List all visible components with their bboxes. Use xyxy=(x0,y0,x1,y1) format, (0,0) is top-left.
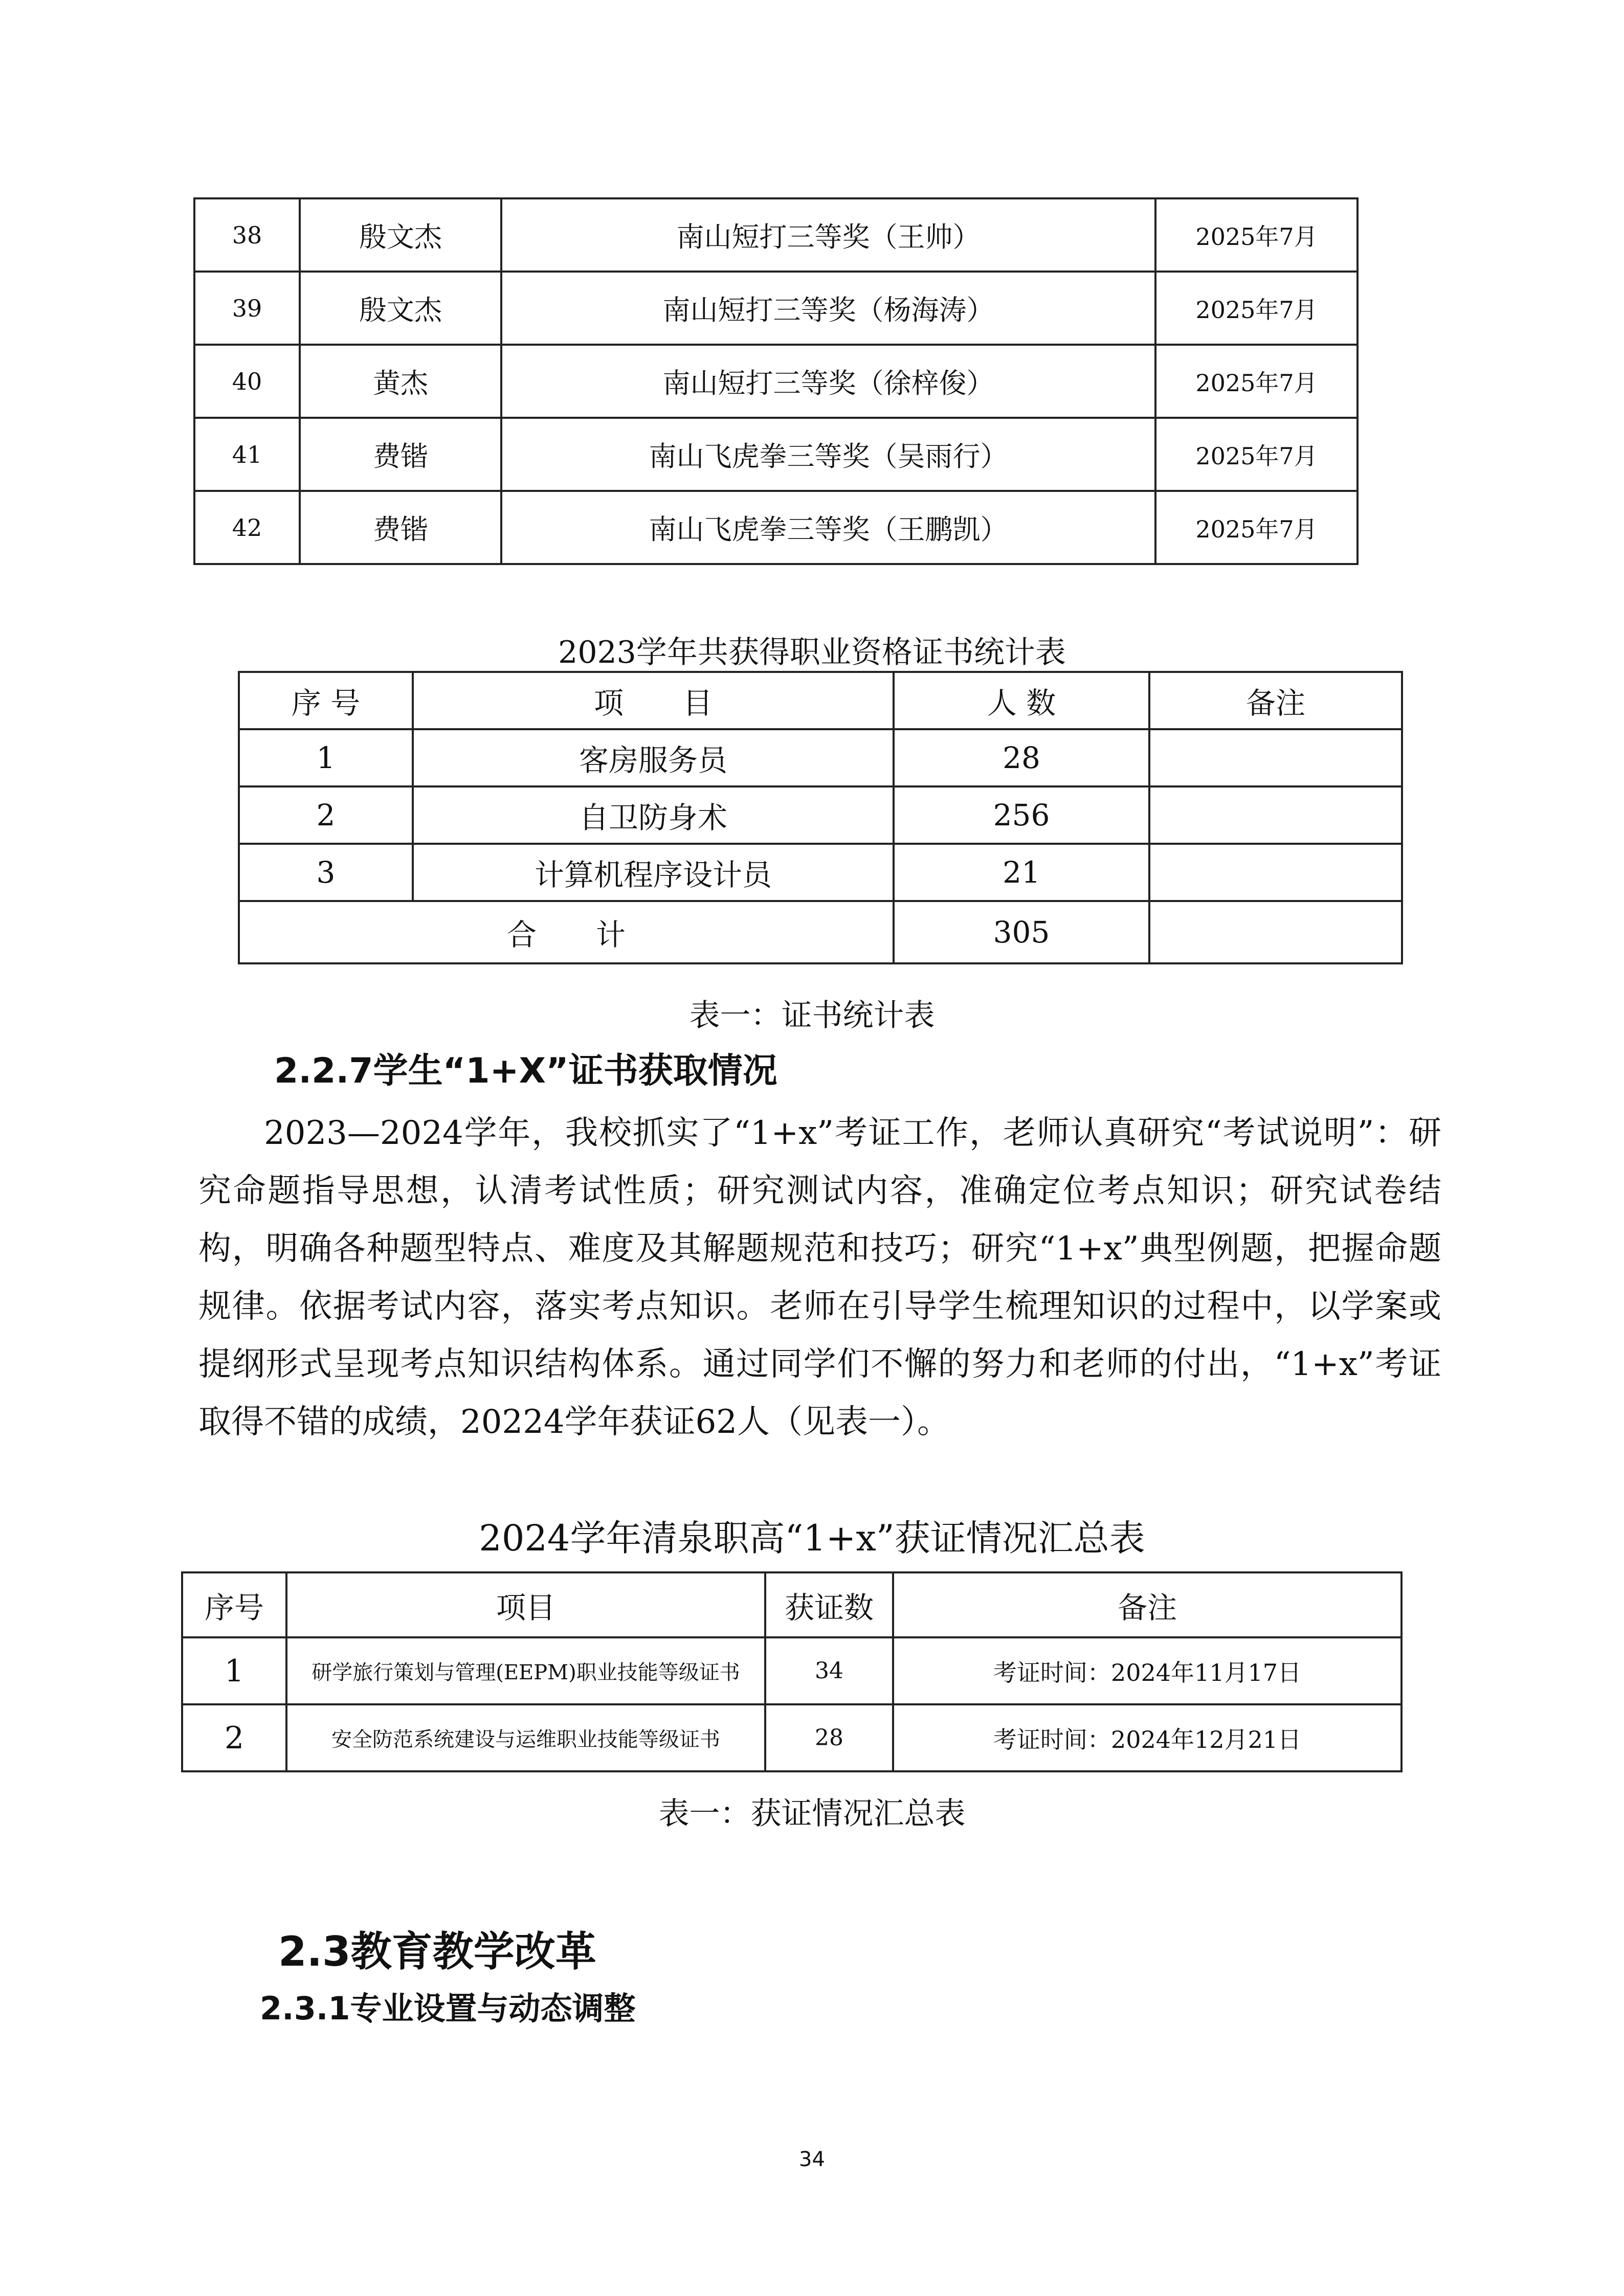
table-row xyxy=(182,1704,1401,1771)
table-row xyxy=(194,491,1358,564)
header-count: 获证数 xyxy=(765,1572,893,1637)
award-name: 南山短打三等奖（徐梓俊） xyxy=(501,345,1155,418)
row-number: 2 xyxy=(182,1704,286,1771)
row-number: 39 xyxy=(194,272,300,345)
table-row xyxy=(194,418,1358,491)
cert-item: 客房服务员 xyxy=(413,729,894,786)
x-cert-table xyxy=(181,1571,1403,1772)
table-row xyxy=(182,1637,1401,1704)
table-row xyxy=(194,345,1358,418)
table-row xyxy=(194,272,1358,345)
page-number: 34 xyxy=(799,2148,825,2171)
total-count: 305 xyxy=(894,901,1149,963)
row-number: 42 xyxy=(194,491,300,564)
table-total-row xyxy=(239,901,1402,963)
cert-stats-caption: 表一：证书统计表 xyxy=(689,998,935,1033)
award-name: 南山短打三等奖（王帅） xyxy=(501,198,1155,272)
table-row xyxy=(239,786,1402,844)
row-number: 3 xyxy=(239,844,413,901)
teacher-name: 殷文杰 xyxy=(300,272,501,345)
header-item: 项 目 xyxy=(413,672,894,729)
table-header-row xyxy=(239,672,1402,729)
paragraph-text: 2023—2024学年，我校抓实了“1+x”考证工作，老师认真研究“考试说明”：研究命题指导思想，认清考试性质；研究测试内容，准确定位考点知识；研究试卷结构，明确各种题型特点、难度及其解题规范和技巧；研究“1+x”典型例题，把握命题规律。依据考试内容，落实考点知识。老师在引导学生梳理知识的过程中，以学案或提纲形式呈现考点知识结构体系。通过同学们不懈的努力和老师的付出，“1+x”考证取得不错的成绩，20224学年获证62人（见表一）。 xyxy=(198,1114,1441,1441)
header-note: 备注 xyxy=(893,1572,1401,1637)
row-number: 1 xyxy=(239,729,413,786)
award-date: 2025年7月 xyxy=(1155,491,1358,564)
header-item: 项目 xyxy=(286,1572,765,1637)
section-heading-2-3: 2.3教育教学改革 xyxy=(278,1928,596,1975)
cert-count: 28 xyxy=(765,1704,893,1771)
awards-table xyxy=(193,197,1359,565)
cert-note: 考证时间：2024年11月17日 xyxy=(893,1637,1401,1704)
table-row xyxy=(239,729,1402,786)
header-no: 序号 xyxy=(182,1572,286,1637)
cert-count: 28 xyxy=(894,729,1149,786)
award-date: 2025年7月 xyxy=(1155,345,1358,418)
award-date: 2025年7月 xyxy=(1155,418,1358,491)
header-note: 备注 xyxy=(1149,672,1402,729)
row-number: 1 xyxy=(182,1637,286,1704)
cert-count: 256 xyxy=(894,786,1149,844)
section-heading-2-2-7: 2.2.7学生“1+X”证书获取情况 xyxy=(274,1051,777,1091)
cert-count: 21 xyxy=(894,844,1149,901)
teacher-name: 费锴 xyxy=(300,418,501,491)
cert-note xyxy=(1149,786,1402,844)
table-header-row xyxy=(182,1572,1401,1637)
total-label: 合 计 xyxy=(239,901,894,963)
teacher-name: 殷文杰 xyxy=(300,198,501,272)
cert-note xyxy=(1149,844,1402,901)
cert-item: 计算机程序设计员 xyxy=(413,844,894,901)
total-note xyxy=(1149,901,1402,963)
row-number: 41 xyxy=(194,418,300,491)
cert-item: 研学旅行策划与管理(EEPM)职业技能等级证书 xyxy=(286,1637,765,1704)
section-paragraph xyxy=(198,1105,1441,1451)
x-cert-caption: 表一：获证情况汇总表 xyxy=(658,1796,966,1832)
teacher-name: 黄杰 xyxy=(300,345,501,418)
header-count: 人 数 xyxy=(894,672,1149,729)
cert-note: 考证时间：2024年12月21日 xyxy=(893,1704,1401,1771)
table-row xyxy=(239,844,1402,901)
cert-item: 自卫防身术 xyxy=(413,786,894,844)
row-number: 2 xyxy=(239,786,413,844)
award-date: 2025年7月 xyxy=(1155,198,1358,272)
header-no: 序 号 xyxy=(239,672,413,729)
award-name: 南山飞虎拳三等奖（吴雨行） xyxy=(501,418,1155,491)
cert-stats-table xyxy=(238,671,1403,964)
row-number: 40 xyxy=(194,345,300,418)
award-name: 南山短打三等奖（杨海涛） xyxy=(501,272,1155,345)
teacher-name: 费锴 xyxy=(300,491,501,564)
row-number: 38 xyxy=(194,198,300,272)
table-row xyxy=(194,198,1358,272)
award-name: 南山飞虎拳三等奖（王鹏凯） xyxy=(501,491,1155,564)
cert-note xyxy=(1149,729,1402,786)
x-cert-title: 2024学年清泉职高“1+x”获证情况汇总表 xyxy=(479,1517,1145,1559)
cert-count: 34 xyxy=(765,1637,893,1704)
section-heading-2-3-1: 2.3.1专业设置与动态调整 xyxy=(260,1990,636,2027)
cert-stats-title: 2023学年共获得职业资格证书统计表 xyxy=(558,635,1066,670)
cert-item: 安全防范系统建设与运维职业技能等级证书 xyxy=(286,1704,765,1771)
award-date: 2025年7月 xyxy=(1155,272,1358,345)
